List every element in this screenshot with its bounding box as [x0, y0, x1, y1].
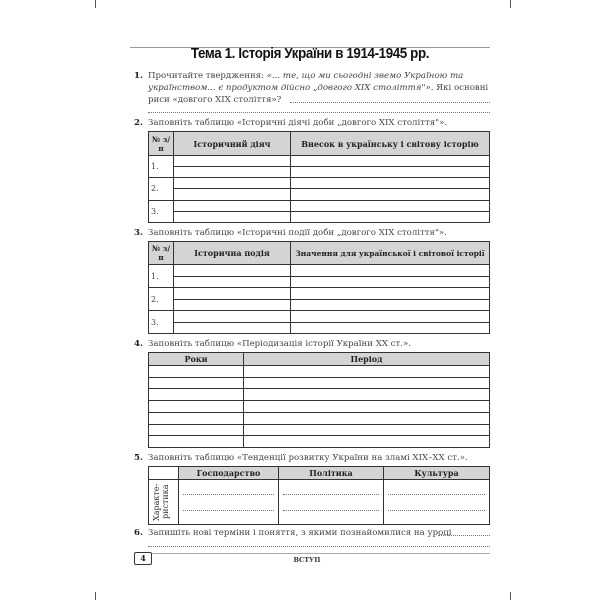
- table-cell[interactable]: [291, 200, 490, 211]
- row-number: 3.: [149, 200, 174, 222]
- column-header: Роки: [149, 353, 244, 366]
- column-header: Політика: [279, 467, 384, 480]
- table-cell[interactable]: [174, 265, 291, 277]
- column-header: Історичний діяч: [174, 132, 291, 156]
- table-periodization: [148, 352, 490, 448]
- empty-corner-cell: [149, 467, 179, 480]
- question-text: Заповніть таблицю «Історичні події доби „довгого XIX століття"».: [148, 228, 447, 238]
- table-cell[interactable]: [244, 366, 490, 378]
- column-header: Значення для української і світової історії: [291, 242, 490, 265]
- table-cell[interactable]: [291, 322, 490, 334]
- question-4: [134, 338, 490, 350]
- row-label: Характе-ристика: [151, 483, 170, 521]
- column-header: № з/п: [149, 242, 174, 265]
- question-2: [134, 117, 490, 129]
- table-cell[interactable]: [291, 276, 490, 288]
- question-6: [134, 527, 490, 539]
- table-cell[interactable]: [149, 412, 244, 424]
- row-number: 1.: [149, 156, 174, 178]
- table-cell[interactable]: [244, 436, 490, 448]
- table-cell[interactable]: [279, 480, 384, 525]
- table-cell[interactable]: [291, 178, 490, 189]
- table-cell[interactable]: [291, 167, 490, 178]
- table-cell[interactable]: [244, 401, 490, 413]
- table-cell[interactable]: [174, 311, 291, 323]
- table-cell[interactable]: [149, 366, 244, 378]
- table-historical-figures: [148, 131, 490, 223]
- table-cell[interactable]: [291, 288, 490, 300]
- page-title: Тема 1. Історія України в 1914-1945 рр.: [190, 46, 430, 62]
- question-text: Заповніть таблицю «Періодизація історії України XX ст.».: [148, 339, 411, 349]
- row-number: 3.: [149, 311, 174, 334]
- question-1: [134, 70, 490, 106]
- column-header: Внесок в українську і світову історію: [291, 132, 490, 156]
- question-text: . Які основні риси «довгого XIX століття»?: [148, 83, 489, 105]
- question-number: 1.: [134, 71, 143, 81]
- answer-line[interactable]: [148, 112, 490, 113]
- column-header: Культура: [384, 467, 490, 480]
- table-cell[interactable]: [244, 412, 490, 424]
- row-number: 2.: [149, 288, 174, 311]
- table-cell[interactable]: [174, 178, 291, 189]
- column-header: Господарство: [179, 467, 279, 480]
- question-text: Запишіть нові терміни і поняття, з якими познайомилися на уроці: [148, 528, 452, 538]
- question-number: 4.: [134, 339, 143, 349]
- question-text: Прочитайте твердження:: [148, 71, 267, 81]
- table-cell[interactable]: [244, 389, 490, 401]
- section-name: ВСТУП: [293, 556, 321, 564]
- question-text: Заповніть таблицю «Історичні діячі доби „довгого XIX століття"».: [148, 118, 448, 128]
- row-number: 1.: [149, 265, 174, 288]
- table-cell[interactable]: [384, 480, 490, 525]
- crop-mark: [510, 0, 511, 8]
- page-number: 4: [134, 552, 152, 565]
- table-cell[interactable]: [174, 156, 291, 167]
- column-header: Історична подія: [174, 242, 291, 265]
- table-cell[interactable]: [174, 167, 291, 178]
- table-tendencies: [148, 466, 490, 525]
- question-5: [134, 452, 490, 464]
- answer-line[interactable]: [438, 535, 490, 536]
- table-cell[interactable]: [291, 189, 490, 200]
- question-number: 5.: [134, 453, 143, 463]
- table-cell[interactable]: [244, 377, 490, 389]
- answer-line[interactable]: [290, 102, 490, 103]
- column-header: Період: [244, 353, 490, 366]
- footer-rule: [152, 553, 490, 554]
- table-cell[interactable]: [149, 377, 244, 389]
- table-historical-events: [148, 241, 490, 334]
- row-number: 2.: [149, 178, 174, 200]
- table-cell[interactable]: [149, 389, 244, 401]
- table-cell[interactable]: [291, 156, 490, 167]
- question-number: 2.: [134, 118, 143, 128]
- table-cell[interactable]: [149, 401, 244, 413]
- quote: «... те, що ми сьогодні звемо Україною та українством... є продуктом дійсно „довгого XIX століття"»: [148, 71, 464, 93]
- table-cell[interactable]: [174, 276, 291, 288]
- question-text: Заповніть таблицю «Тенденції розвитку України на зламі XIX–XX ст.».: [148, 453, 468, 463]
- table-cell[interactable]: [174, 211, 291, 222]
- table-cell[interactable]: [179, 480, 279, 525]
- table-cell[interactable]: [174, 189, 291, 200]
- table-cell[interactable]: [174, 288, 291, 300]
- question-3: [134, 227, 490, 239]
- table-cell[interactable]: [291, 299, 490, 311]
- table-cell[interactable]: [291, 211, 490, 222]
- crop-mark: [95, 0, 96, 8]
- table-cell[interactable]: [291, 265, 490, 277]
- table-cell[interactable]: [174, 299, 291, 311]
- table-cell[interactable]: [244, 424, 490, 436]
- table-cell[interactable]: [149, 436, 244, 448]
- table-cell[interactable]: [174, 322, 291, 334]
- crop-mark: [510, 592, 511, 600]
- question-number: 3.: [134, 228, 143, 238]
- table-cell[interactable]: [174, 200, 291, 211]
- table-cell[interactable]: [149, 424, 244, 436]
- crop-mark: [95, 592, 96, 600]
- column-header: № з/п: [149, 132, 174, 156]
- table-cell[interactable]: [291, 311, 490, 323]
- answer-line[interactable]: [148, 546, 490, 547]
- question-number: 6.: [134, 528, 143, 538]
